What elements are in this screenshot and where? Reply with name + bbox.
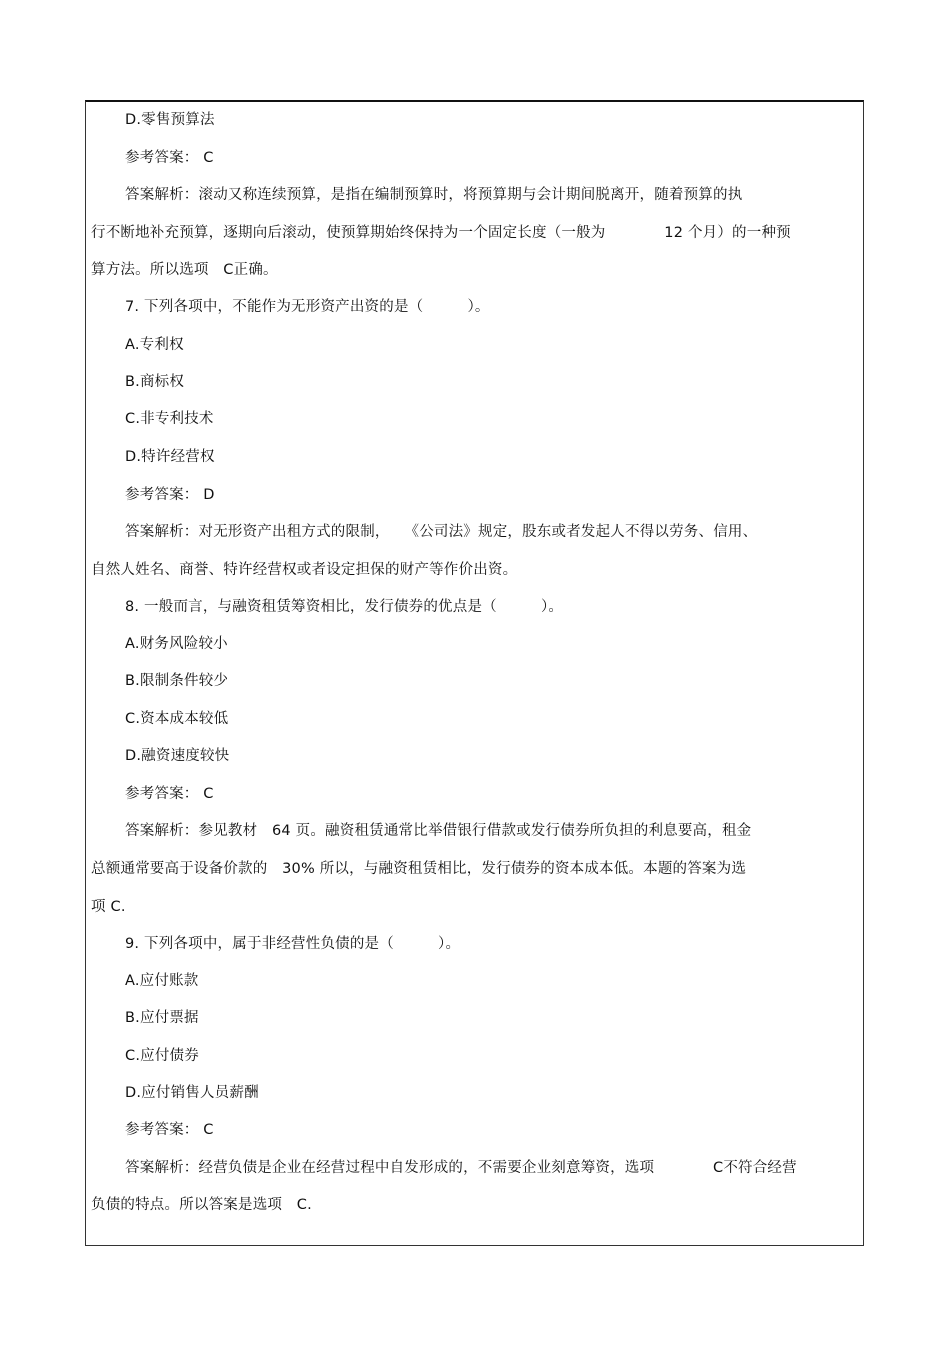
- explanation-q7-l2: 自然人姓名、商誉、特许经营权或者设定担保的财产等作价出资。: [91, 562, 518, 578]
- explanation-q9-l2: 负债的特点。所以答案是选项 C.: [91, 1197, 312, 1213]
- explanation-q8-l2: 总额通常要高于设备价款的 30% 所以，与融资租赁相比，发行债券的资本成本低。本题的答案为选: [91, 861, 747, 877]
- explanation-q8-l3: 项 C.: [91, 899, 126, 915]
- answer-q8: 参考答案： C: [125, 786, 214, 802]
- option-a-q7: A.专利权: [125, 337, 184, 353]
- option-b-q9: B.应付票据: [125, 1010, 199, 1026]
- option-b-q8: B.限制条件较少: [125, 673, 229, 689]
- explanation-q6-l3: 算方法。所以选项 C正确。: [91, 262, 278, 278]
- question-7: 7. 下列各项中，不能作为无形资产出资的是（ ）。: [125, 299, 490, 315]
- option-d-q6: D.零售预算法: [125, 112, 215, 128]
- option-d-q9: D.应付销售人员薪酬: [125, 1085, 259, 1101]
- explanation-q9-l1: 答案解析：经营负债是企业在经营过程中自发形成的，不需要企业刻意筹资，选项 C不符合经营: [125, 1160, 797, 1176]
- explanation-q6-l1: 答案解析：滚动又称连续预算，是指在编制预算时，将预算期与会计期间脱离开，随着预算的执: [125, 187, 743, 203]
- option-a-q9: A.应付账款: [125, 973, 199, 989]
- option-d-q7: D.特许经营权: [125, 449, 215, 465]
- answer-q6: 参考答案： C: [125, 150, 214, 166]
- option-a-q8: A.财务风险较小: [125, 636, 228, 652]
- answer-q7: 参考答案： D: [125, 487, 215, 503]
- option-c-q7: C.非专利技术: [125, 411, 214, 427]
- question-9: 9. 下列各项中，属于非经营性负债的是（ ）。: [125, 936, 461, 952]
- explanation-q6-l2: 行不断地补充预算，逐期向后滚动，使预算期始终保持为一个固定长度（一般为 12 个月）的一种预: [91, 225, 791, 241]
- option-c-q9: C.应付债券: [125, 1048, 199, 1064]
- option-b-q7: B.商标权: [125, 374, 185, 390]
- explanation-q8-l1: 答案解析：参见教材 64 页。融资租赁通常比举借银行借款或发行债券所负担的利息要高，租金: [125, 823, 752, 839]
- explanation-q7-l1: 答案解析：对无形资产出租方式的限制， 《公司法》规定，股东或者发起人不得以劳务、信用、: [125, 524, 758, 540]
- question-8: 8. 一般而言，与融资租赁筹资相比，发行债券的优点是（ ）。: [125, 599, 564, 615]
- answer-q9: 参考答案： C: [125, 1122, 214, 1138]
- option-d-q8: D.融资速度较快: [125, 748, 230, 764]
- option-c-q8: C.资本成本较低: [125, 711, 229, 727]
